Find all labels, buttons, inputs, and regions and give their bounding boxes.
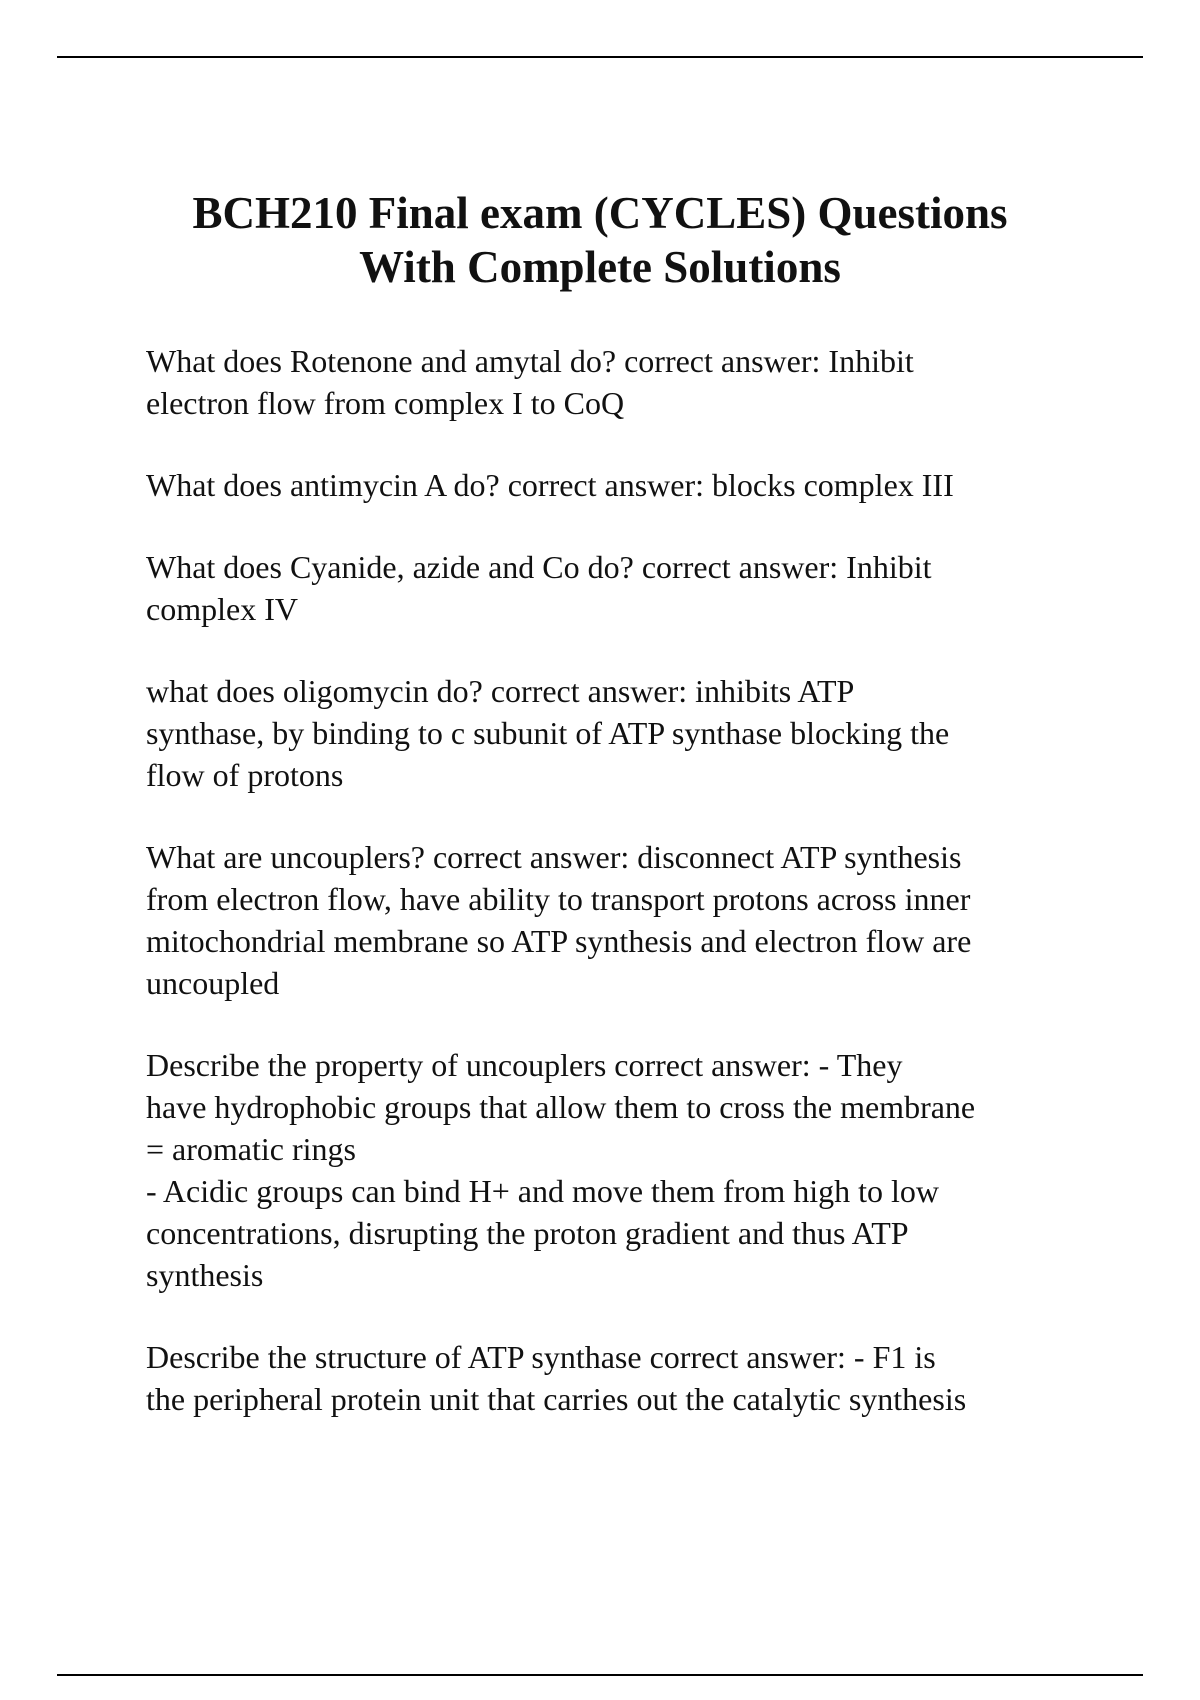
qa-line: synthase, by binding to c subunit of ATP synthase blocking the [146, 715, 950, 751]
qa-line: Describe the property of uncouplers correct answer: - They [146, 1047, 903, 1083]
qa-item-uncoupler-property [146, 1044, 1106, 1296]
document-title [100, 186, 1100, 294]
title-line-1: BCH210 Final exam (CYCLES) Questions [192, 188, 1008, 238]
qa-line: = aromatic rings [146, 1131, 356, 1167]
qa-line: what does oligomycin do? correct answer: inhibits ATP [146, 673, 855, 709]
qa-item-uncouplers [146, 836, 1106, 1004]
qa-line: the peripheral protein unit that carries out the catalytic synthesis [146, 1381, 967, 1417]
qa-item-oligomycin [146, 670, 1106, 796]
qa-item-cyanide [146, 546, 1106, 630]
qa-line: What does Cyanide, azide and Co do? correct answer: Inhibit [146, 549, 932, 585]
qa-line: complex IV [146, 591, 298, 627]
title-line-2: With Complete Solutions [359, 242, 841, 292]
qa-line: What does antimycin A do? correct answer: blocks complex III [146, 467, 954, 503]
qa-line: - Acidic groups can bind H+ and move them from high to low [146, 1173, 940, 1209]
qa-line: from electron flow, have ability to transport protons across inner [146, 881, 971, 917]
top-rule [57, 56, 1143, 58]
qa-item-atp-synthase-structure [146, 1336, 1106, 1420]
bottom-rule [57, 1674, 1143, 1676]
qa-line: concentrations, disrupting the proton gradient and thus ATP [146, 1215, 909, 1251]
qa-line: have hydrophobic groups that allow them to cross the membrane [146, 1089, 976, 1125]
qa-item-rotenone [146, 340, 1106, 424]
qa-line: flow of protons [146, 757, 344, 793]
qa-item-antimycin [146, 464, 1106, 506]
qa-line: mitochondrial membrane so ATP synthesis and electron flow are [146, 923, 972, 959]
qa-line: What are uncouplers? correct answer: disconnect ATP synthesis [146, 839, 962, 875]
qa-line: What does Rotenone and amytal do? correct answer: Inhibit [146, 343, 914, 379]
qa-line: synthesis [146, 1257, 264, 1293]
qa-list [146, 340, 1106, 1460]
qa-line: electron flow from complex I to CoQ [146, 385, 625, 421]
qa-line: Describe the structure of ATP synthase correct answer: - F1 is [146, 1339, 936, 1375]
qa-line: uncoupled [146, 965, 280, 1001]
